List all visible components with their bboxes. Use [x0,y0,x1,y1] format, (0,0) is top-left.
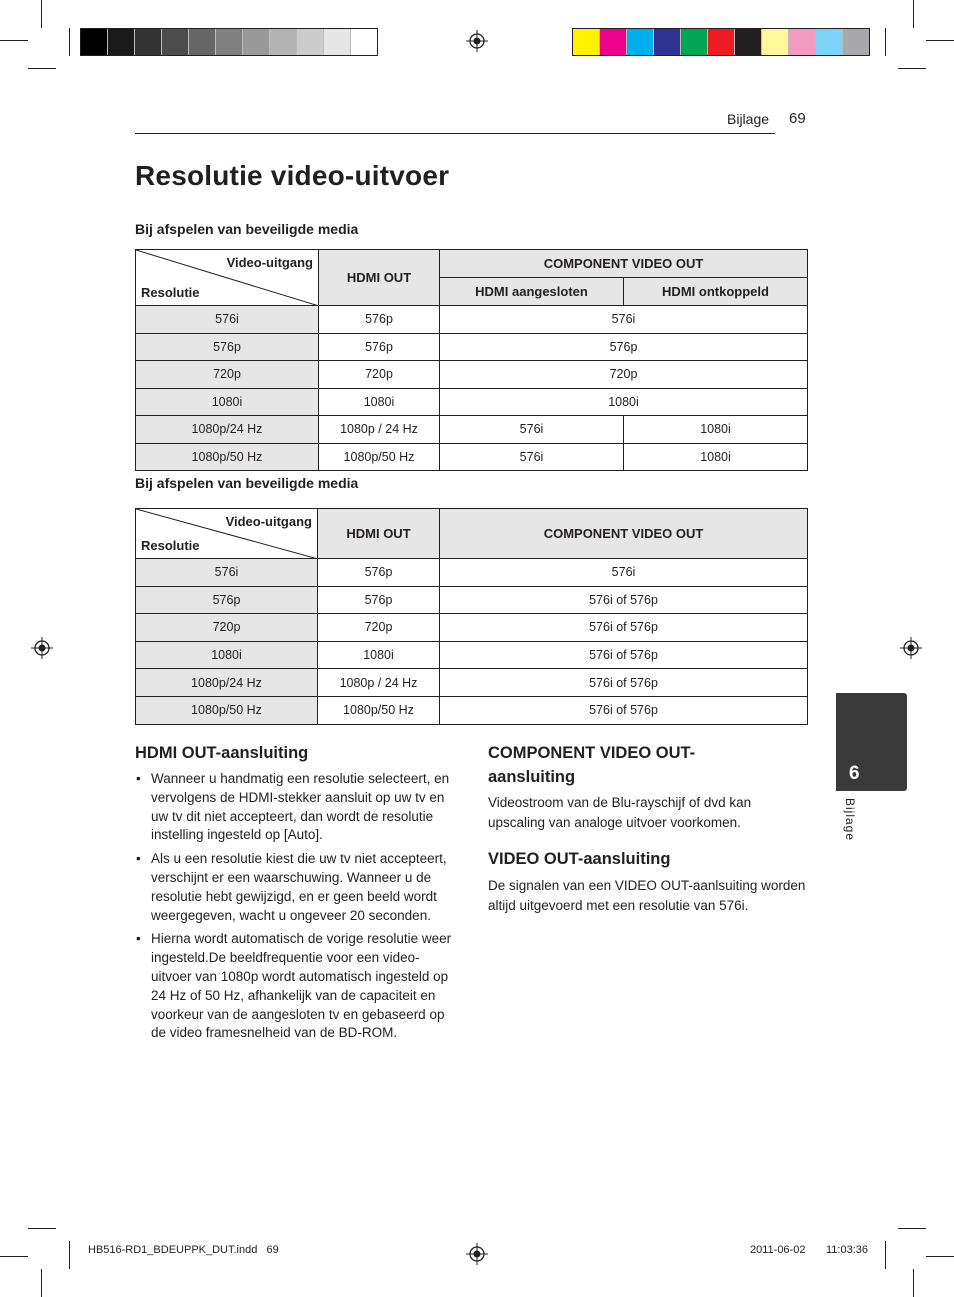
row-resolution: 1080i [136,641,318,669]
table-row [136,416,808,444]
color-swatch [216,29,243,55]
cell-component-connected: 576i [440,416,624,444]
chapter-number: 6 [849,763,860,784]
color-swatch [108,29,135,55]
color-swatch [708,29,735,55]
table-caption: Bij afspelen van beveiligde media [135,475,359,491]
color-swatch [735,29,762,55]
page-title: Resolutie video-uitvoer [135,160,450,191]
corner-label-resolution: Resolutie [141,538,200,553]
color-swatch [189,29,216,55]
column-header-hdmi-disconnected: HDMI ontkoppeld [624,278,808,306]
cell-hdmi: 576p [318,559,440,587]
crop-mark [913,1269,914,1297]
table-row [136,388,808,416]
cell-hdmi: 1080i [318,641,440,669]
color-swatch [297,29,324,55]
row-resolution: 576i [136,306,319,334]
table-row [136,614,808,642]
grayscale-bar [80,28,378,56]
color-swatch [324,29,351,55]
bullet-text: Hierna wordt automatisch de vorige resolutie weer ingesteld.De beeldfrequentie voor een video-uitvoer van 1080p wordt automatisch ingesteld op 24 Hz of 50 Hz, afhankelijk van de capaciteit en voorkeur van de aangesloten tv en gebaseerd op de video framesnelheid van de BD-ROM. [151,931,452,1041]
bullet-icon: • [136,931,141,947]
crop-mark [885,28,886,56]
chapter-tab-label: Bijlage [843,798,857,842]
color-swatch [843,29,869,55]
cell-component: 576i of 576p [440,586,808,614]
crop-mark [41,1269,42,1297]
row-resolution: 720p [136,614,318,642]
cell-component: 1080i [440,388,808,416]
bullet-icon: • [136,851,141,867]
cell-hdmi: 1080p / 24 Hz [319,416,440,444]
registration-mark-icon [31,637,53,659]
cell-component: 576i [440,306,808,334]
row-resolution: 1080p/50 Hz [136,443,319,471]
crop-mark [69,28,70,56]
table-row [136,306,808,334]
chapter-tab [836,693,907,791]
color-swatch [270,29,297,55]
cell-hdmi: 1080p/50 Hz [318,696,440,724]
cell-hdmi: 1080p/50 Hz [319,443,440,471]
crop-mark [28,68,56,69]
row-resolution: 576p [136,333,319,361]
column-header-hdmi: HDMI OUT [319,250,440,306]
registration-mark-icon [900,637,922,659]
crop-mark [0,1256,28,1257]
table-row [136,333,808,361]
cell-hdmi: 1080p / 24 Hz [318,669,440,697]
bullet-text: Als u een resolutie kiest die uw tv niet accepteert, verschijnt er een waarschuwing. Wanneer u de resolutie hebt gewijzigd, en er geen beeld wordt weergegeven, wacht u ongeveer 20 seconden. [151,851,447,923]
table-corner-cell [136,509,318,559]
crop-mark [898,68,926,69]
corner-label-output: Video-uitgang [226,255,313,270]
cell-component: 720p [440,361,808,389]
cell-component: 576i of 576p [440,696,808,724]
row-resolution: 1080i [136,388,319,416]
footer-time: 11:03:36 [826,1244,869,1256]
row-resolution: 1080p/24 Hz [136,669,318,697]
table-row [136,669,808,697]
list-item [135,850,455,925]
bullet-text: Wanneer u handmatig een resolutie selecteert, en vervolgens de HDMI-stekker aansluit op uw tv en uw tv dit niet accepteert, dan wordt de resolutie instelling ingesteld op [Auto]. [151,771,450,843]
footer-date: 2011-06-02 [750,1244,806,1256]
crop-mark [28,1228,56,1229]
cell-component: 576i of 576p [440,641,808,669]
row-resolution: 576p [136,586,318,614]
color-swatch [81,29,108,55]
crop-mark [0,40,28,41]
cell-component: 576i of 576p [440,669,808,697]
color-swatch [789,29,816,55]
cell-component: 576i of 576p [440,614,808,642]
cell-component: 576p [440,333,808,361]
cell-hdmi: 576p [319,333,440,361]
crop-mark [898,1228,926,1229]
color-swatch [816,29,843,55]
component-section-text: Videostroom van de Blu-rayschijf of dvd kan upscaling van analoge uitvoer voorkomen. [488,795,752,830]
table-row [136,696,808,724]
crop-mark [926,40,954,41]
table-caption: Bij afspelen van beveiligde media [135,221,359,237]
color-swatch [573,29,600,55]
table-row [136,641,808,669]
list-item [135,770,455,845]
resolution-table-1 [135,249,808,471]
color-bar [572,28,870,56]
video-section-text: De signalen van een VIDEO OUT-aanlsuiting worden altijd uitgevoerd met een resolutie van 576i. [488,878,806,913]
column-header-component: COMPONENT VIDEO OUT [440,509,808,559]
table-row [136,586,808,614]
crop-mark [913,0,914,28]
video-section-heading: VIDEO OUT-aansluiting [488,850,671,868]
crop-mark [926,1256,954,1257]
color-swatch [600,29,627,55]
table-corner-cell [136,250,319,306]
table-row [136,361,808,389]
color-swatch [243,29,270,55]
color-swatch [135,29,162,55]
cell-component-disconnected: 1080i [624,416,808,444]
row-resolution: 1080p/50 Hz [136,696,318,724]
section-label: Bijlage [727,111,770,127]
resolution-table-2 [135,508,808,725]
row-resolution: 720p [136,361,319,389]
row-resolution: 576i [136,559,318,587]
column-header-hdmi-connected: HDMI aangesloten [440,278,624,306]
header-rule [135,133,775,134]
cell-component-disconnected: 1080i [624,443,808,471]
corner-label-resolution: Resolutie [141,285,200,300]
cell-hdmi: 576p [318,586,440,614]
page-number: 69 [789,110,806,127]
cell-hdmi: 576p [319,306,440,334]
cell-hdmi: 720p [318,614,440,642]
table-row [136,559,808,587]
table-row [136,443,808,471]
list-item [135,930,455,1043]
row-resolution: 1080p/24 Hz [136,416,319,444]
cell-component-connected: 576i [440,443,624,471]
bullet-icon: • [136,771,141,786]
crop-mark [885,1241,886,1269]
column-header-hdmi: HDMI OUT [318,509,440,559]
column-header-component: COMPONENT VIDEO OUT [440,250,808,278]
color-swatch [654,29,681,55]
color-swatch [162,29,189,55]
hdmi-bullet-list [135,770,455,1048]
crop-mark [41,0,42,28]
corner-label-output: Video-uitgang [225,514,312,529]
component-section-heading: COMPONENT VIDEO OUT-aansluiting [488,744,696,786]
cell-hdmi: 720p [319,361,440,389]
footer-file-name: HB516-RD1_BDEUPPK_DUT.indd 69 [88,1244,279,1256]
crop-mark [69,1241,70,1269]
hdmi-section-heading: HDMI OUT-aansluiting [135,744,309,762]
cell-component: 576i [440,559,808,587]
color-swatch [627,29,654,55]
cell-hdmi: 1080i [319,388,440,416]
color-swatch [681,29,708,55]
registration-mark-icon [466,1243,488,1265]
color-swatch [351,29,377,55]
registration-mark-icon [466,30,488,52]
color-swatch [762,29,789,55]
